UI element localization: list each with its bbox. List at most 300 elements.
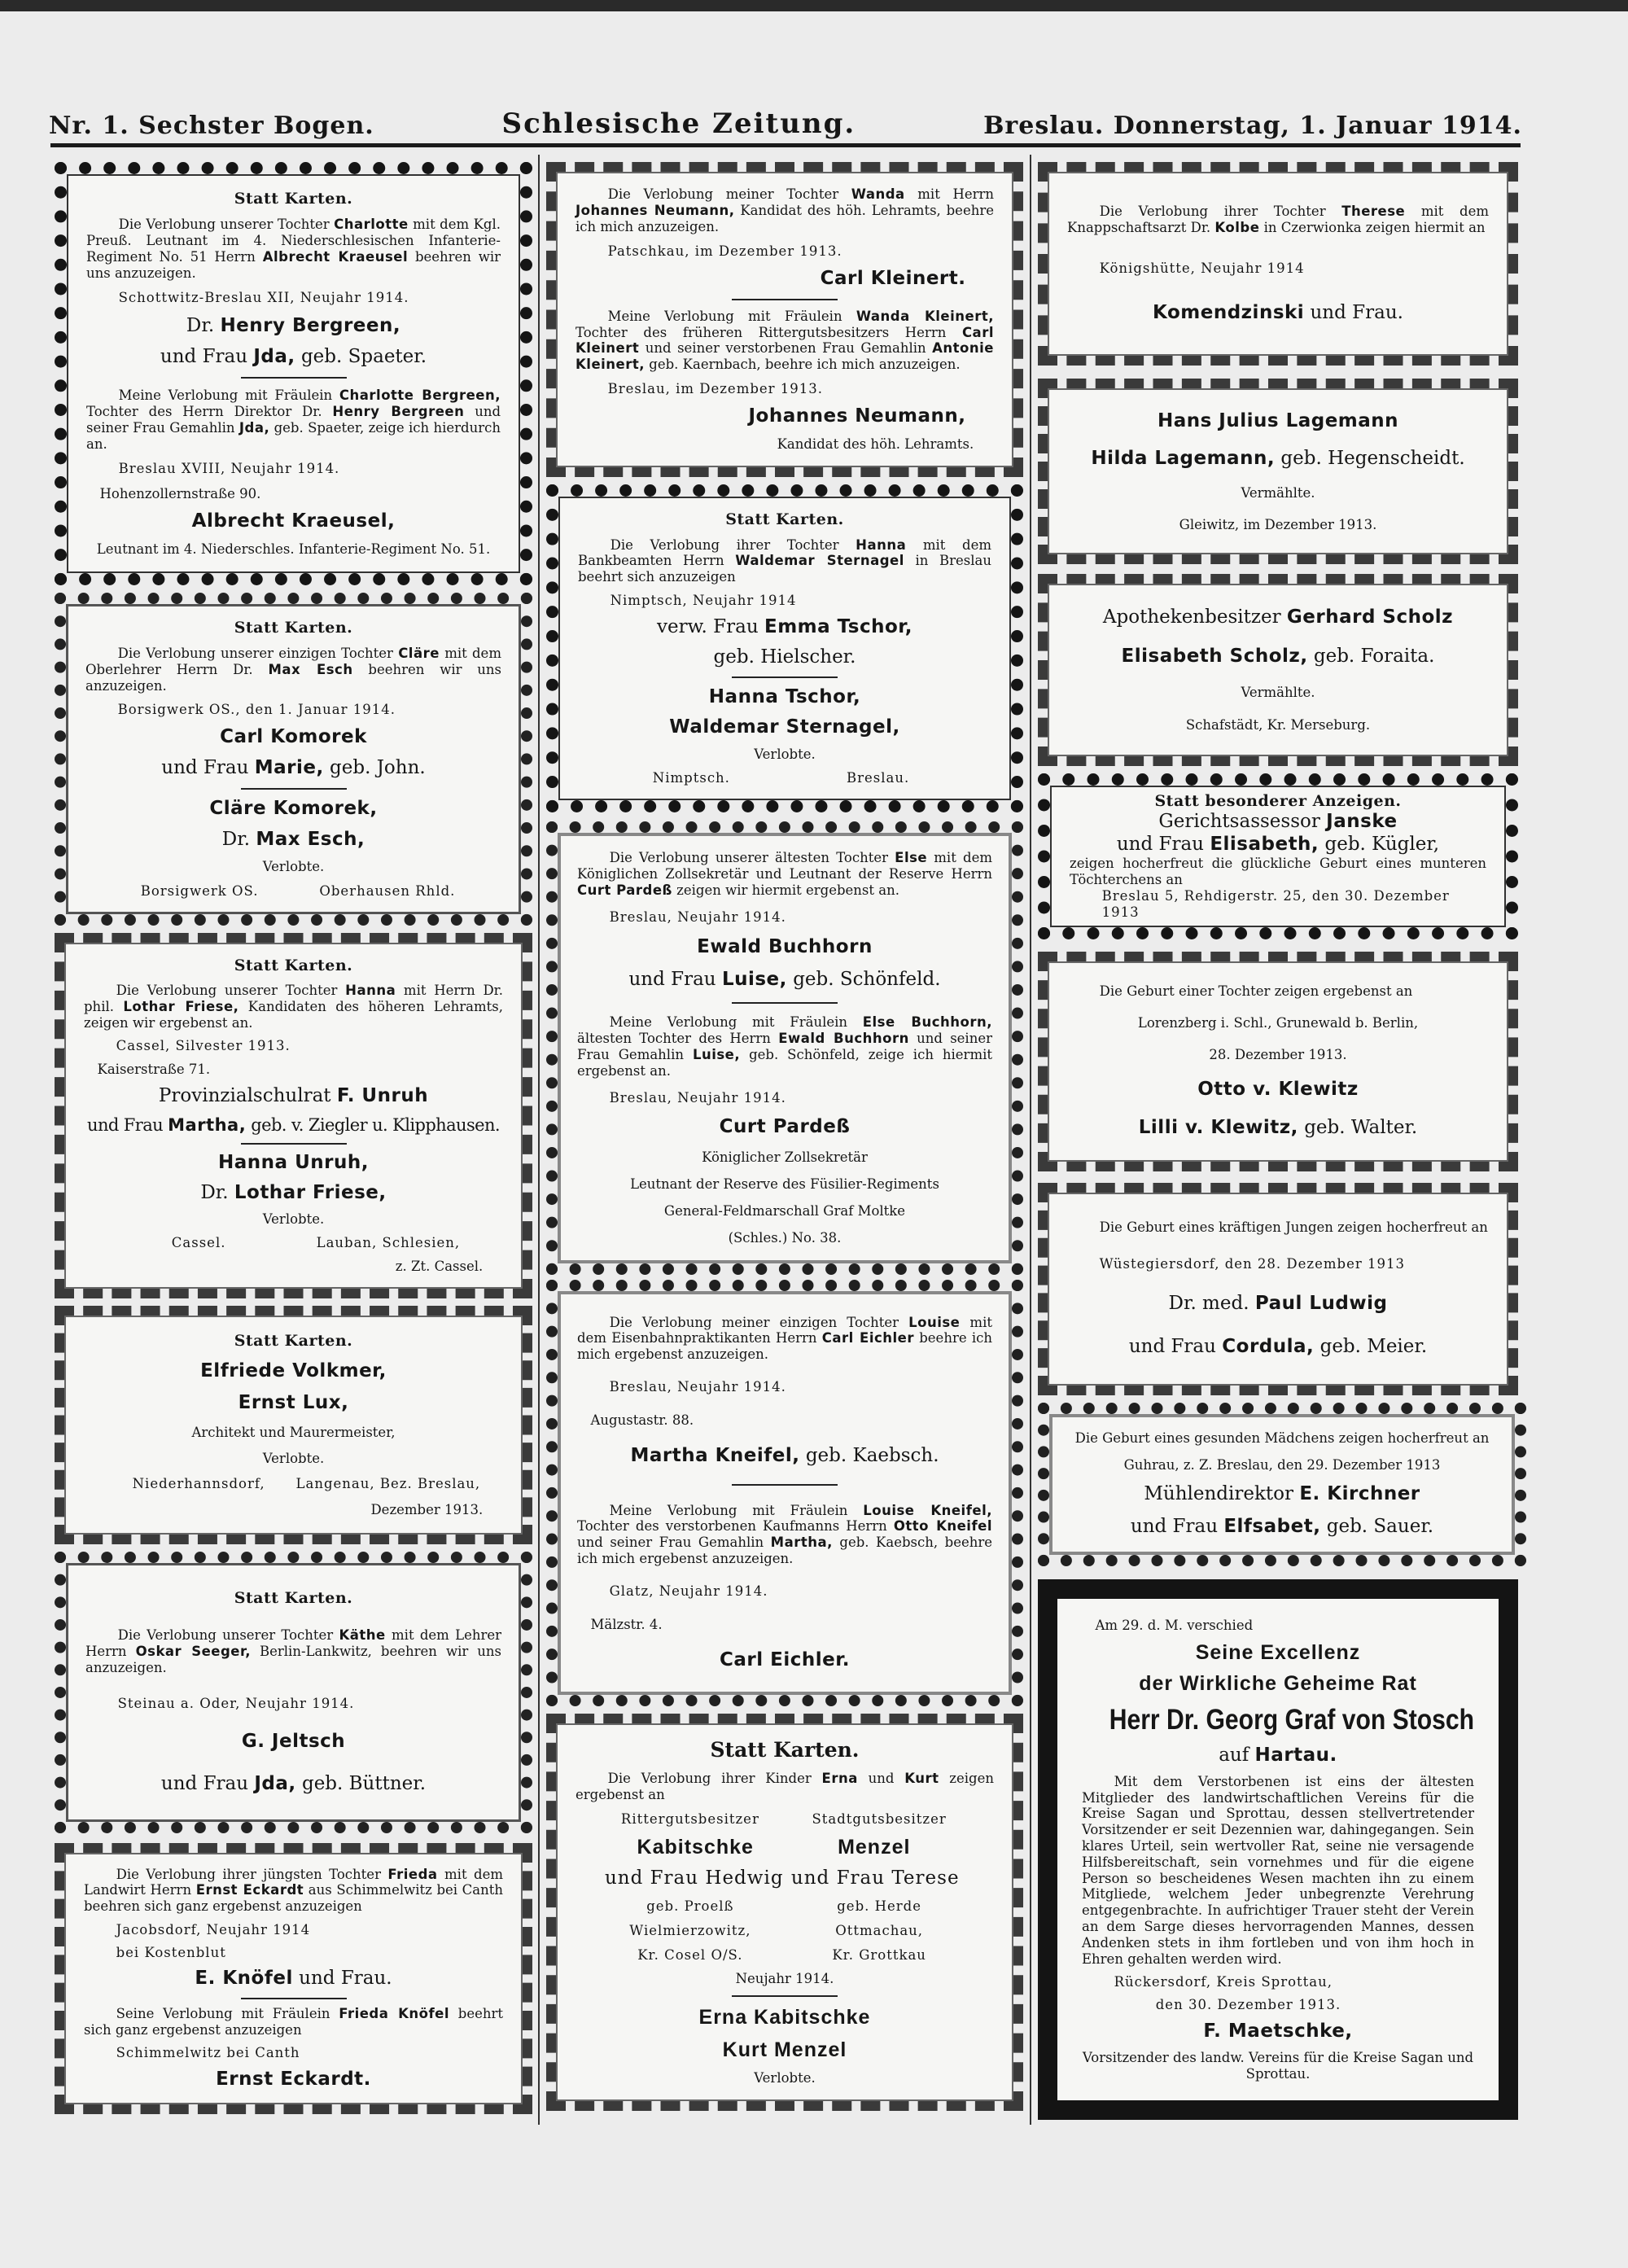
left-text: Kabitschke xyxy=(637,1836,754,1859)
text: Verlobte. xyxy=(262,859,325,875)
place-date-line xyxy=(85,702,501,718)
text: Breslau 5, Rehdigerstr. 25, den 30. Dezember 1913 xyxy=(1101,888,1450,920)
two-column-line xyxy=(84,1235,503,1251)
left-text: Borsigwerk OS. xyxy=(140,883,259,900)
text: geb. Spaeter, zeige ich hierdurch an. xyxy=(86,419,501,452)
text: Breslau, Neujahr 1914. xyxy=(609,909,786,925)
announcement-chain-border xyxy=(1038,1183,1518,1395)
text: Dr. xyxy=(186,314,221,336)
name-bold: Max Esch xyxy=(268,661,353,677)
announcement-clover-border xyxy=(1038,773,1518,939)
text: bei Kostenblut xyxy=(116,1944,226,1960)
left-text: Kr. Cosel O/S. xyxy=(637,1946,743,1963)
name-bold: Luise, xyxy=(692,1046,741,1062)
text: Vorsitzender des landw. Vereins für die Kreise Sagan und Sprottau. xyxy=(1082,2049,1474,2082)
place-date-line xyxy=(577,1090,992,1106)
centered-line xyxy=(84,1115,503,1136)
text: Mälzstr. 4. xyxy=(590,1616,663,1632)
name-bold: Gerhard Scholz xyxy=(1286,606,1454,628)
right-text: Lauban, Schlesien, xyxy=(316,1235,461,1251)
text: mit dem Knappschaftsarzt Dr. xyxy=(1067,203,1489,235)
centered-line xyxy=(1082,2050,1474,2082)
centered-line xyxy=(1067,302,1489,325)
centered-line xyxy=(85,1773,501,1796)
name-bold: Hanna Unruh, xyxy=(218,1152,369,1174)
name-bold: Jda, xyxy=(254,1773,296,1795)
text: Kurt Menzel xyxy=(722,2038,847,2062)
name-bold: Charlotte Bergreen, xyxy=(339,387,501,404)
centered-line xyxy=(84,1211,503,1228)
name-bold: Ernst Eckardt xyxy=(195,1882,304,1898)
name-bold: Frieda Knöfel xyxy=(339,2006,450,2022)
left-text: Niederhannsdorf, xyxy=(132,1476,265,1492)
centered-line xyxy=(577,1176,992,1193)
name-bold: Johannes Neumann, xyxy=(748,405,966,427)
name-bold: Carl Komorek xyxy=(220,726,367,748)
name-bold: Cläre xyxy=(398,645,440,661)
text: Breslau, im Dezember 1913. xyxy=(607,381,824,397)
text: und Frau xyxy=(628,969,722,991)
text: und Frau. xyxy=(1304,301,1403,323)
text: z. Zt. Cassel. xyxy=(395,1259,484,1275)
signature-line xyxy=(84,1259,503,1275)
text: Apothekenbesitzer xyxy=(1102,606,1287,628)
text: Verlobte. xyxy=(754,746,816,762)
text: Dr. xyxy=(200,1181,234,1203)
right-text: Kr. Grottkau xyxy=(832,1946,926,1963)
announcement-star-border xyxy=(55,1552,532,1833)
text: auf xyxy=(1219,1744,1255,1766)
name-bold: Curt Pardeß xyxy=(577,882,672,898)
place-date-line xyxy=(84,1922,503,1938)
text: zeigen wir hiermit ergebenst an. xyxy=(672,882,899,898)
right-text: Oberhausen Rhld. xyxy=(319,883,456,900)
text: Wüstegiersdorf, den 28. Dezember 1913 xyxy=(1099,1256,1405,1272)
name-bold: Hanna xyxy=(345,982,396,998)
centered-line xyxy=(1067,1293,1489,1316)
header-rule xyxy=(50,143,1521,147)
centered-line xyxy=(84,1392,503,1415)
right-text: Ottmachau, xyxy=(835,1922,924,1938)
text: und xyxy=(857,1771,905,1786)
name-bold: Lothar Friese, xyxy=(123,998,239,1014)
text: Dr. xyxy=(221,828,256,850)
name-bold: Therese xyxy=(1341,203,1406,219)
name-bold: Cordula, xyxy=(1222,1336,1315,1358)
name-bold: Ewald Buchhorn xyxy=(697,935,873,957)
text: Kaiserstraße 71. xyxy=(97,1062,211,1078)
text: und Frau xyxy=(87,1114,168,1135)
name-bold: Henry Bergreen xyxy=(332,403,465,419)
text: Königshütte, Neujahr 1914 xyxy=(1099,261,1305,277)
two-column-line xyxy=(575,1835,994,1859)
centered-line xyxy=(1069,1516,1495,1539)
right-text: Stadtgutsbesitzer xyxy=(812,1810,947,1827)
text: Die Verlobung ihrer jüngsten Tochter xyxy=(116,1866,388,1882)
text: geb. Spaeter. xyxy=(295,346,427,368)
text: Erna Kabitschke xyxy=(698,2006,871,2029)
notice-heading xyxy=(85,1589,501,1608)
centered-line xyxy=(1069,1430,1495,1447)
centered-line xyxy=(85,1731,501,1754)
place-date-line xyxy=(84,1945,503,1961)
right-text: und Frau Terese xyxy=(790,1867,960,1889)
text: Patschkau, im Dezember 1913. xyxy=(607,243,842,259)
text: Meine Verlobung mit Fräulein xyxy=(607,308,856,324)
text: Lorenzberg i. Schl., Grunewald b. Berlin, xyxy=(1137,1015,1419,1031)
text: geb. Büttner. xyxy=(295,1773,427,1795)
centered-line xyxy=(86,315,501,338)
place-date-line xyxy=(577,1583,992,1600)
notice-paragraph xyxy=(1067,983,1489,1000)
scan-top-edge xyxy=(0,0,1628,11)
name-bold: F. Maetschke, xyxy=(1203,2020,1353,2042)
text: Borsigwerk OS., den 1. Januar 1914. xyxy=(117,702,396,718)
name-bold: Carl Kleinert xyxy=(575,324,994,357)
text: Architekt und Maurermeister, xyxy=(191,1424,396,1440)
text: Statt Karten. xyxy=(234,1589,353,1608)
text: Berlin-Lankwitz, beehren wir uns anzuzeigen. xyxy=(85,1643,501,1675)
centered-line xyxy=(85,757,501,780)
text: Meine Verlobung mit Fräulein xyxy=(609,1014,863,1031)
text: geb. Foraita. xyxy=(1307,646,1435,668)
text: Statt Karten. xyxy=(234,957,353,975)
centered-line xyxy=(1082,2021,1474,2043)
column-rule xyxy=(1030,155,1031,2125)
divider-rule xyxy=(241,788,347,790)
centered-line xyxy=(84,1360,503,1383)
announcement-chain-border xyxy=(546,162,1023,477)
text: Meine Verlobung mit Fräulein xyxy=(609,1502,864,1518)
name-bold: Erna xyxy=(821,1771,858,1786)
text: Die Geburt einer Tochter zeigen ergebenst an xyxy=(1099,983,1413,1000)
name-bold: Oskar Seeger, xyxy=(135,1643,251,1659)
centered-line xyxy=(575,2038,994,2062)
name-bold: Elisabeth, xyxy=(1210,833,1319,855)
centered-line xyxy=(577,936,992,959)
name-bold: Hanna Tschor, xyxy=(708,685,861,707)
text: geb. Kaebsch. xyxy=(799,1444,939,1466)
place-date-line xyxy=(85,1696,501,1712)
text: und seiner Frau Gemahlin xyxy=(86,403,501,436)
text: geb. Kaernbach, beehre ich mich anzuzeigen. xyxy=(645,357,961,373)
two-column-line xyxy=(84,1476,503,1492)
centered-line xyxy=(578,747,991,763)
text: Statt Karten. xyxy=(725,510,844,529)
text: Verlobte. xyxy=(262,1211,325,1228)
text: in Czerwionka zeigen hiermit an xyxy=(1259,219,1486,235)
announcement-chain-border xyxy=(1038,162,1518,366)
divider-rule xyxy=(732,1484,838,1486)
centered-line xyxy=(1067,606,1489,629)
centered-line xyxy=(85,829,501,852)
text: Rückersdorf, Kreis Sprottau, xyxy=(1114,1973,1333,1990)
text: beehren wir uns anzuzeigen. xyxy=(85,661,502,694)
text: Leutnant im 4. Niederschles. Infanterie-Regiment No. 51. xyxy=(96,541,491,558)
place-date-line xyxy=(86,461,501,477)
text: Dezember 1913. xyxy=(370,1502,484,1518)
text: Statt Karten. xyxy=(234,619,353,637)
name-bold: F. Unruh xyxy=(336,1085,429,1107)
centered-line xyxy=(85,798,501,821)
text: ältesten Tochter des Herrn xyxy=(577,1031,779,1047)
name-bold: Martha, xyxy=(770,1535,833,1551)
name-bold: Jda, xyxy=(239,419,270,436)
name-bold: Antonie Kleinert, xyxy=(575,340,994,373)
notice-heading xyxy=(85,619,501,637)
text: Tochter des verstorbenen Kaufmanns Herrn xyxy=(577,1518,894,1535)
centered-line xyxy=(84,1152,503,1175)
text: und Frau xyxy=(1116,833,1210,855)
place-date-line xyxy=(575,381,994,397)
notice-paragraph xyxy=(577,1014,992,1079)
centered-line xyxy=(1069,1483,1495,1506)
left-text: Rittergutsbesitzer xyxy=(620,1810,759,1827)
notice-heading xyxy=(84,1332,503,1351)
text: zeigen hocherfreut die glückliche Geburt eines munteren Töchterchens an xyxy=(1070,856,1486,888)
text: geb. John. xyxy=(323,757,426,779)
left-text: Cassel. xyxy=(171,1235,226,1251)
text: geb. Hegenscheidt. xyxy=(1275,447,1465,469)
text: General-Feldmarschall Graf Moltke xyxy=(663,1203,906,1219)
right-text: Breslau. xyxy=(847,769,910,786)
text: Die Verlobung ihrer Kinder xyxy=(607,1771,822,1786)
right-text: Menzel xyxy=(838,1836,911,1859)
text: Am 29. d. M. verschied xyxy=(1095,1617,1254,1633)
text: geb. Schönfeld, zeige ich hiermit ergebenst an. xyxy=(577,1046,992,1079)
name-bold: Kurt xyxy=(904,1771,939,1786)
name-bold: Louise xyxy=(908,1314,961,1330)
text: Königlicher Zollsekretär xyxy=(702,1149,868,1166)
place-date-line xyxy=(1082,1974,1474,1990)
text: den 30. Dezember 1913. xyxy=(1155,1997,1341,2013)
address-line xyxy=(577,1617,992,1633)
name-bold: Otto v. Klewitz xyxy=(1197,1079,1359,1101)
text: Die Geburt eines gesunden Mädchens zeigen hocherfreut an xyxy=(1074,1430,1490,1447)
centered-line xyxy=(1069,1457,1495,1473)
text: mit dem Eisenbahnpraktikanten Herrn xyxy=(577,1314,992,1346)
divider-rule xyxy=(241,377,347,379)
name-bold: Hans Julius Lagemann xyxy=(1157,409,1399,431)
text: mit dem Bankbeamten Herrn xyxy=(578,536,991,569)
notice-paragraph xyxy=(578,537,991,585)
centered-line xyxy=(84,1085,503,1108)
name-bold: Charlotte xyxy=(334,217,409,233)
place-date-line xyxy=(1082,1997,1474,2013)
text: mit dem Oberlehrer Herrn Dr. xyxy=(85,645,501,677)
centered-line xyxy=(578,716,991,739)
name-bold: Carl Eichler xyxy=(821,1330,914,1346)
centered-line xyxy=(86,541,501,558)
centered-line xyxy=(577,1649,992,1672)
centered-line xyxy=(577,1445,992,1468)
issue-date: Breslau. Donnerstag, 1. Januar 1914. xyxy=(983,112,1522,140)
text: Die Verlobung meiner einzigen Tochter xyxy=(609,1314,909,1330)
centered-line xyxy=(1109,1703,1475,1737)
centered-line xyxy=(577,1149,992,1166)
text: und seiner Frau Gemahlin xyxy=(577,1535,771,1551)
signature-line xyxy=(575,405,994,428)
centered-line xyxy=(1067,1047,1489,1063)
text: Cassel, Silvester 1913. xyxy=(116,1038,291,1054)
notice-paragraph xyxy=(1067,204,1489,236)
text: Seine Excellenz xyxy=(1195,1640,1361,1664)
notice-paragraph xyxy=(575,309,994,373)
column-rule xyxy=(538,155,540,2125)
centered-line xyxy=(1067,485,1489,501)
text: mit dem Kgl. Preuß. Leutnant im 4. Niederschlesischen Infanterie-Regiment No. 51 Herrn xyxy=(86,217,501,265)
name-bold: Emma Tschor, xyxy=(764,616,912,638)
text: geb. Meier. xyxy=(1314,1336,1428,1358)
notice-heading xyxy=(1070,792,1486,811)
name-bold: Ewald Buchhorn xyxy=(778,1031,909,1047)
divider-rule xyxy=(732,676,838,678)
text: der Wirkliche Geheime Rat xyxy=(1139,1672,1417,1696)
text: Die Verlobung meiner Tochter xyxy=(607,186,851,203)
text: in Breslau beehrt sich anzuzeigen xyxy=(578,553,992,585)
notice-heading xyxy=(575,1738,994,1762)
name-bold: Albrecht Kraeusel, xyxy=(191,510,396,532)
text: Hohenzollernstraße 90. xyxy=(99,485,261,501)
divider-rule xyxy=(732,299,838,300)
text: Statt besonderer Anzeigen. xyxy=(1154,792,1402,811)
announcement-wheel-border xyxy=(1038,1403,1526,1566)
notice-paragraph xyxy=(84,1867,503,1915)
address-line xyxy=(86,486,501,502)
place-date-line xyxy=(578,593,991,609)
right-text: geb. Herde xyxy=(837,1898,921,1914)
left-text: geb. Proelß xyxy=(646,1898,734,1914)
text: Kandidat des höh. Lehramts, beehre ich mich anzuzeigen. xyxy=(575,203,994,234)
divider-rule xyxy=(732,1002,838,1004)
centered-line xyxy=(577,1230,992,1246)
address-line xyxy=(84,1062,503,1078)
text: Jacobsdorf, Neujahr 1914 xyxy=(116,1921,311,1937)
centered-line xyxy=(1067,717,1489,733)
two-column-line xyxy=(85,883,501,900)
name-bold: Elisabeth Scholz, xyxy=(1121,646,1308,668)
left-text: Wielmierzowitz, xyxy=(629,1922,751,1938)
name-bold: Albrecht Kraeusel xyxy=(262,248,409,265)
text: Tochter des Herrn Direktor Dr. xyxy=(86,403,333,419)
text: Neujahr 1914. xyxy=(735,1971,834,1987)
text: und Frau. xyxy=(292,1968,392,1990)
announcement-chain-border xyxy=(1038,952,1518,1171)
text: geb. Kaebsch, beehre ich mich ergebenst anzuzeigen. xyxy=(577,1535,992,1566)
text: mit dem Lehrer Herrn xyxy=(85,1627,501,1659)
text: Dr. med. xyxy=(1168,1293,1255,1315)
signature-line xyxy=(575,268,994,291)
text: mit dem Landwirt Herrn xyxy=(84,1866,503,1898)
announcement-chain-border xyxy=(55,933,532,1298)
place-date-line xyxy=(1070,888,1486,921)
announcement-chain-border xyxy=(55,1843,532,2114)
notice-heading xyxy=(84,957,503,975)
name-bold: Carl Kleinert. xyxy=(820,267,966,289)
name-bold: Hartau. xyxy=(1254,1744,1337,1766)
text: Die Verlobung unserer einzigen Tochter xyxy=(117,645,399,661)
centered-line xyxy=(1067,448,1489,471)
text: aus Schimmelwitz bei Canth beehren sich ganz ergebenst anzuzeigen xyxy=(84,1882,504,1915)
text: Die Geburt eines kräftigen Jungen zeigen hocherfreut an xyxy=(1099,1219,1488,1236)
notice-paragraph xyxy=(84,983,503,1031)
centered-line xyxy=(1067,410,1489,433)
notice-paragraph xyxy=(86,217,501,281)
name-bold: Hilda Lagemann, xyxy=(1091,447,1276,469)
centered-line xyxy=(1070,811,1486,834)
name-bold: Frieda xyxy=(387,1866,438,1882)
issue-number: Nr. 1. Sechster Bogen. xyxy=(49,112,374,140)
two-column-line xyxy=(575,1923,994,1939)
divider-rule xyxy=(241,1998,347,1999)
name-bold: Otto Kneifel xyxy=(893,1518,992,1535)
text: Herr Dr. Georg Graf von Stosch xyxy=(1109,1704,1475,1736)
name-bold: Marie, xyxy=(254,757,324,779)
name-bold: G. Jeltsch xyxy=(241,1731,346,1753)
left-text: Nimptsch. xyxy=(652,769,730,786)
centered-line xyxy=(1067,646,1489,668)
centered-line xyxy=(575,1971,994,1987)
text: Die Verlobung ihrer Tochter xyxy=(1099,203,1342,219)
name-bold: Waldemar Sternagel, xyxy=(669,716,900,738)
text: Kandidat des höh. Lehramts. xyxy=(777,436,974,452)
text: beehren wir uns anzuzeigen. xyxy=(86,248,501,281)
announcement-black-border xyxy=(1038,1579,1518,2120)
masthead xyxy=(49,104,1522,140)
name-bold: Else xyxy=(895,850,928,866)
text: geb. Hielscher. xyxy=(713,646,856,668)
text: geb. Schönfeld. xyxy=(786,969,941,991)
text: und Frau xyxy=(1128,1336,1223,1358)
text: Augustastr. 88. xyxy=(590,1412,694,1428)
text: zeigen ergebenst an xyxy=(575,1771,994,1802)
place-date-line xyxy=(86,290,501,306)
centered-line xyxy=(577,969,992,992)
text: Mühlendirektor xyxy=(1144,1482,1300,1504)
text: mit Herrn Dr. phil. xyxy=(84,982,503,1014)
place-date-line xyxy=(577,909,992,926)
name-bold: Wanda xyxy=(851,186,905,203)
notice-paragraph xyxy=(1070,856,1486,888)
text: Die Verlobung ihrer Tochter xyxy=(610,536,856,553)
address-line xyxy=(1082,1618,1474,1634)
announcement-clover-border xyxy=(546,484,1023,812)
two-column-line xyxy=(575,1867,994,1890)
text: Gerichtsassessor xyxy=(1158,811,1327,833)
centered-line xyxy=(84,2069,503,2091)
text: Glatz, Neujahr 1914. xyxy=(609,1583,768,1600)
centered-line xyxy=(1067,1336,1489,1359)
text: Die Verlobung unserer Tochter xyxy=(118,217,335,233)
name-bold: Lothar Friese, xyxy=(234,1181,387,1203)
centered-line xyxy=(575,2070,994,2086)
centered-line xyxy=(1082,1671,1474,1696)
centered-line xyxy=(578,646,991,669)
notice-paragraph xyxy=(85,646,501,694)
name-bold: Louise Kneifel, xyxy=(863,1502,992,1518)
name-bold: Lilli v. Klewitz, xyxy=(1138,1117,1298,1139)
text: beehre ich mich ergebenst anzuzeigen. xyxy=(577,1330,992,1363)
place-date-line xyxy=(84,2045,503,2061)
two-column-line xyxy=(575,1947,994,1964)
text: und Frau xyxy=(1130,1515,1224,1537)
text: Guhrau, z. Z. Breslau, den 29. Dezember 1913 xyxy=(1123,1456,1441,1473)
centered-line xyxy=(1067,517,1489,533)
text: mit Herrn xyxy=(904,186,994,203)
text: verw. Frau xyxy=(657,616,764,638)
text: Breslau XVIII, Neujahr 1914. xyxy=(118,461,340,477)
announcement-wheel-border xyxy=(546,1280,1023,1706)
